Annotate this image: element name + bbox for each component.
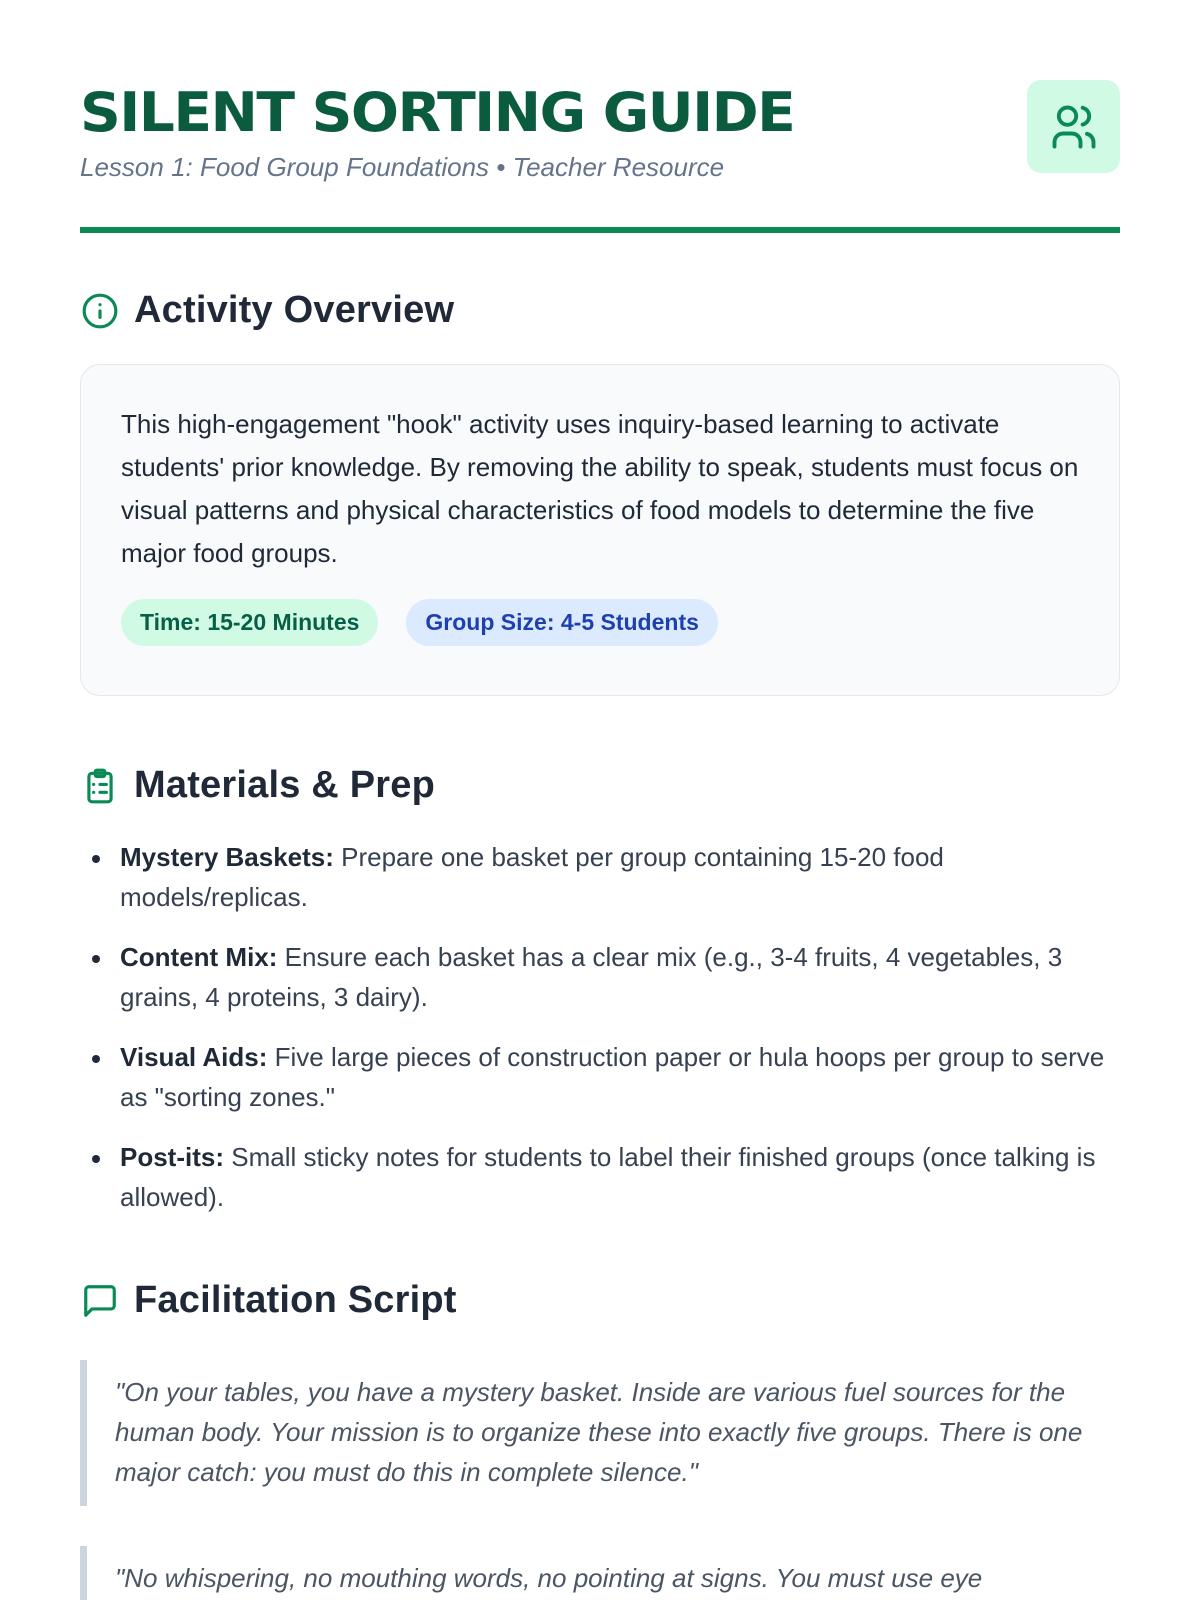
overview-card [80, 364, 1120, 696]
overview-heading [80, 289, 1120, 332]
group-size-badge: Group Size: 4-5 Students [406, 599, 717, 646]
list-item-term: Mystery Baskets: [120, 842, 334, 872]
page-header [80, 0, 1120, 233]
list-item-term: Content Mix: [120, 942, 278, 972]
overview-title: Activity Overview [134, 289, 455, 331]
list-item-desc: Small sticky notes for students to label their finished groups (once talking is allowed). [120, 1142, 1096, 1212]
page-subtitle: Lesson 1: Food Group Foundations • Teacher Resource [80, 152, 725, 182]
list-item [80, 1037, 1120, 1117]
materials-title: Materials & Prep [134, 764, 435, 806]
list-item-desc: Five large pieces of construction paper or hula hoops per group to serve as "sorting zones." [120, 1042, 1105, 1112]
materials-list [80, 837, 1120, 1217]
list-item-term: Post-its: [120, 1142, 224, 1172]
list-item [80, 937, 1120, 1017]
badge-row [121, 599, 1079, 646]
list-item [80, 837, 1120, 917]
script-heading [80, 1279, 1120, 1322]
time-badge: Time: 15-20 Minutes [121, 599, 378, 646]
list-item [80, 1137, 1120, 1217]
script-quote: "No whispering, no mouthing words, no pointing at signs. You must use eye [80, 1546, 1120, 1600]
materials-heading [80, 764, 1120, 807]
list-item-term: Visual Aids: [120, 1042, 268, 1072]
users-icon [1027, 80, 1120, 173]
list-item-desc: Ensure each basket has a clear mix (e.g., 3-4 fruits, 4 vegetables, 3 grains, 4 proteins, 3 dairy). [120, 942, 1063, 1012]
clipboard-list-icon [80, 766, 120, 806]
list-item-desc: Prepare one basket per group containing 15-20 food models/replicas. [120, 842, 944, 912]
page-title: SILENT SORTING GUIDE [80, 81, 795, 144]
info-icon [80, 291, 120, 331]
script-title: Facilitation Script [134, 1279, 457, 1321]
message-square-icon [80, 1281, 120, 1321]
overview-text: This high-engagement "hook" activity uses inquiry-based learning to activate students' prior knowledge. By removing the ability to speak, students must focus on visual patterns and physical characteristics of food models to determine the five major food groups. [121, 409, 1079, 568]
script-quote: "On your tables, you have a mystery basket. Inside are various fuel sources for the human body. Your mission is to organize these into exactly five groups. There is one major catch: you must do this in complete silence." [80, 1360, 1120, 1506]
